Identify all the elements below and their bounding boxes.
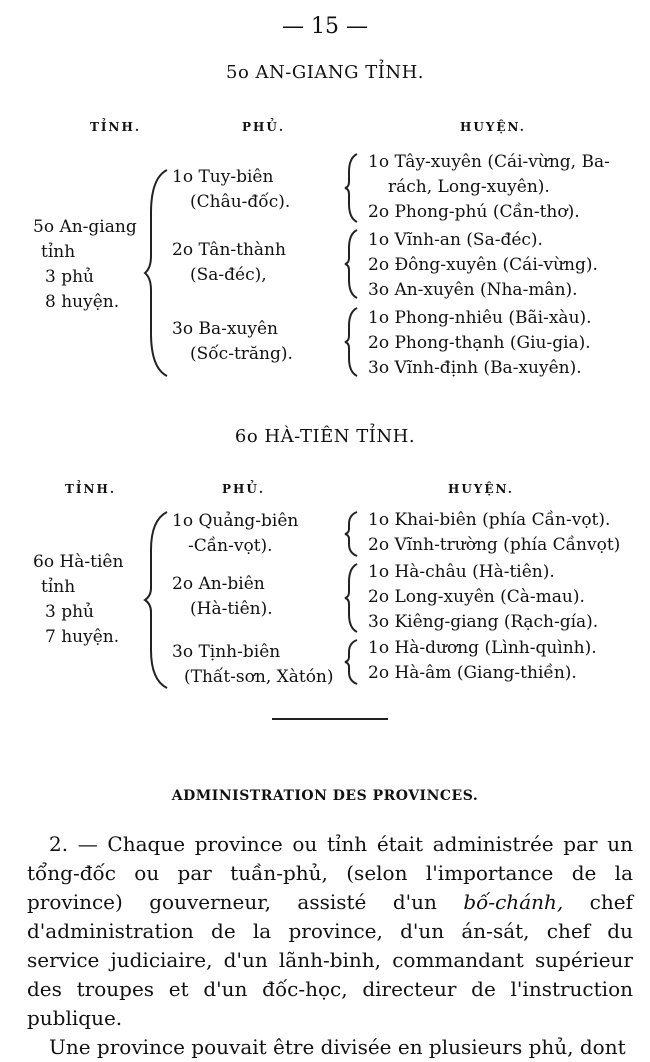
brace-group [343, 510, 363, 558]
header-huyen: HUYỆN. [448, 482, 514, 496]
phu-item [172, 238, 286, 288]
huyen-line: 1o Hà-châu (Hà-tiên). [368, 562, 555, 582]
huyen-line: rách, Long-xuyên). [388, 177, 550, 197]
page-number: — 15 — [282, 14, 368, 39]
huyen-line: 2o Phong-phú (Cần-thơ). [368, 202, 580, 222]
phu-line: (Sa-đéc), [190, 265, 267, 285]
phu-item [172, 640, 334, 690]
phu-line: (Châu-đốc). [190, 192, 291, 212]
huyen-line: 1o Tây-xuyên (Cái-vừng, Ba- [368, 152, 610, 172]
huyen-line: 2o Long-xuyên (Cà-mau). [368, 587, 585, 607]
divider-rule [272, 718, 388, 720]
brace-group [343, 638, 363, 686]
brace-group [343, 228, 363, 300]
paragraph: Une province pouvait être divisée en plusieurs phủ, dont [49, 1035, 626, 1059]
phu-line: (Thất-sơn, Xàtón) [184, 667, 334, 687]
big-brace-left [143, 510, 171, 690]
huyen-line: 1o Khai-biên (phía Cần-vọt). [368, 510, 611, 530]
section-title-ha-tien: 6o HÀ-TIÊN TỈNH. [234, 426, 416, 447]
tinh-line: 3 phủ [45, 267, 94, 287]
phu-item [172, 572, 273, 622]
header-phu: PHỦ. [222, 482, 266, 496]
paragraph [27, 830, 633, 1033]
brace-group [343, 152, 363, 224]
huyen-line: 3o Kiêng-giang (Rạch-gía). [368, 612, 599, 632]
section-title-an-giang: 5o AN-GIANG TỈNH. [226, 62, 424, 83]
huyen-group [368, 306, 592, 381]
tinh-an-giang [33, 215, 137, 315]
brace-group [343, 306, 363, 378]
phu-item [172, 509, 298, 559]
huyen-line: 2o Hà-âm (Giang-thiền). [368, 663, 577, 683]
phu-line: 3o Tịnh-biên [172, 642, 281, 662]
paragraph-italic: bố-chánh, [463, 890, 564, 914]
tinh-line: tỉnh [41, 242, 76, 262]
huyen-line: 1o Hà-dương (Lình-quình). [368, 638, 597, 658]
header-huyen: HUYỆN. [460, 120, 526, 134]
phu-item [172, 317, 293, 367]
huyen-group [368, 228, 598, 303]
huyen-group [368, 150, 610, 225]
huyen-line: 1o Vĩnh-an (Sa-đéc). [368, 230, 543, 250]
huyen-group [368, 508, 620, 558]
header-tinh: TỈNH. [65, 482, 117, 496]
tinh-line: 8 huyện. [45, 292, 120, 312]
phu-line: 2o Tân-thành [172, 240, 286, 260]
huyen-line: 2o Đông-xuyên (Cái-vừng). [368, 255, 598, 275]
phu-line: -Cần-vọt). [188, 536, 273, 556]
huyen-line: 1o Phong-nhiêu (Bãi-xàu). [368, 308, 592, 328]
tinh-line: 5o An-giang [33, 217, 137, 237]
big-brace-left [143, 168, 171, 378]
phu-line: 2o An-biên [172, 574, 265, 594]
phu-line: (Sốc-trăng). [190, 344, 293, 364]
phu-item [172, 165, 290, 215]
paragraph-text: chef d'administration de la province, d'un án-sát, chef du service judiciaire, d'un lãnh-binh, commandant supérieur des troupes et d'un đốc-học, directeur de l'instruction publique. [27, 890, 633, 1030]
brace-group [343, 562, 363, 634]
huyen-line: 3o Vĩnh-định (Ba-xuyên). [368, 358, 582, 378]
phu-line: 1o Tuy-biên [172, 167, 274, 187]
huyen-line: 2o Vĩnh-trường (phía Cầnvọt) [368, 535, 621, 555]
phu-line: 1o Quảng-biên [172, 511, 299, 531]
huyen-group [368, 560, 598, 635]
tinh-line: tỉnh [41, 577, 76, 597]
huyen-group [368, 636, 597, 686]
huyen-line: 3o An-xuyên (Nha-mân). [368, 280, 578, 300]
phu-line: 3o Ba-xuyên [172, 319, 278, 339]
paragraph-text: 2. — Chaque province ou tỉnh était administrée par un tổng-đốc ou par tuần-phủ, (selon l'importance de la province) gouverneur, assisté d'un [27, 832, 633, 914]
tinh-ha-tien [33, 550, 123, 650]
tinh-line: 7 huyện. [45, 627, 120, 647]
body-paragraphs [27, 830, 633, 1062]
phu-line: (Hà-tiên). [190, 599, 273, 619]
huyen-line: 2o Phong-thạnh (Giu-gia). [368, 333, 591, 353]
subheading: ADMINISTRATION DES PROVINCES. [171, 788, 479, 804]
header-tinh: TỈNH. [90, 120, 142, 134]
tinh-line: 6o Hà-tiên [33, 552, 124, 572]
tinh-line: 3 phủ [45, 602, 94, 622]
header-phu: PHỦ. [242, 120, 286, 134]
